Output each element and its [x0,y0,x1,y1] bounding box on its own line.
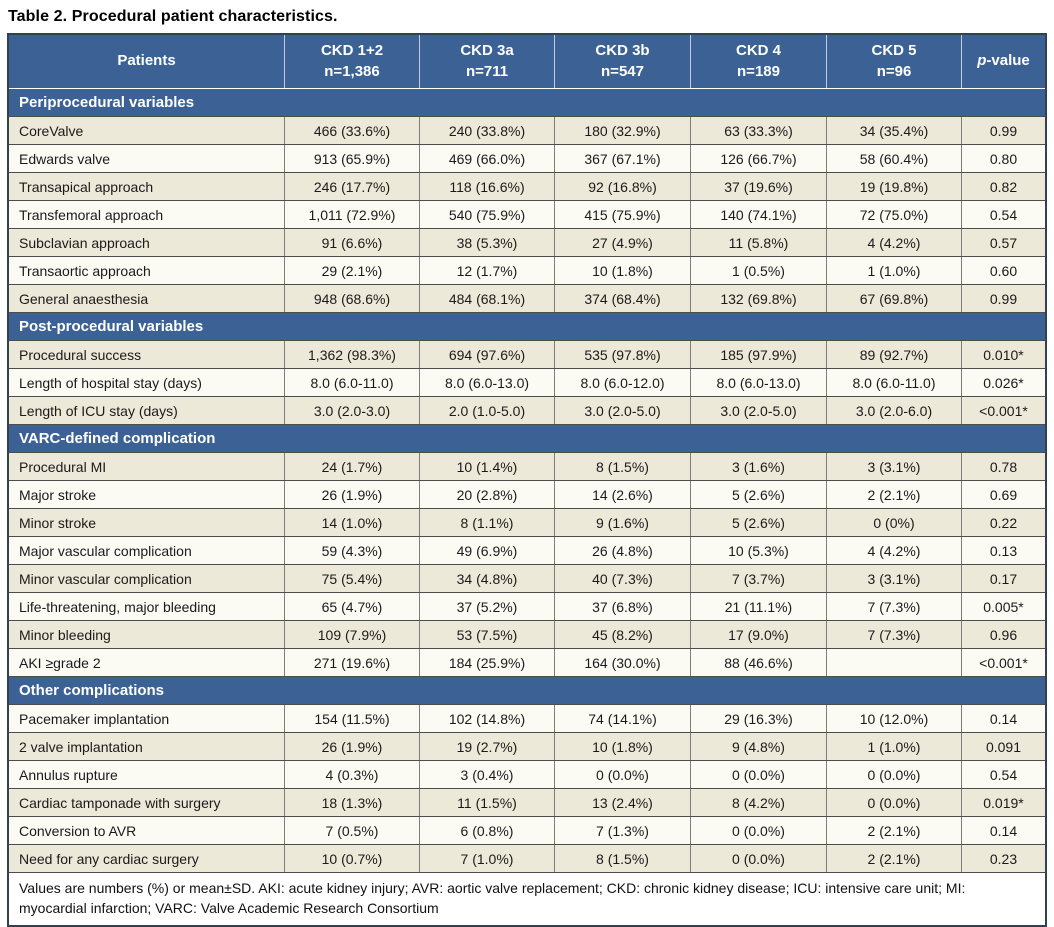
value-cell: 374 (68.4%) [555,285,691,312]
row-label-cell: Subclavian approach [9,229,285,256]
header-cell-ckd-4 [691,35,827,88]
value-cell: 948 (68.6%) [285,285,420,312]
value-cell: 26 (1.9%) [285,733,420,760]
value-cell: 19 (2.7%) [420,733,555,760]
row-label-cell: Minor bleeding [9,621,285,648]
value-cell: 10 (5.3%) [691,537,827,564]
p-value-cell: 0.80 [989,150,1018,167]
p-value-cell: 0.23 [989,850,1018,867]
p-value-cell: 0.010* [983,346,1024,363]
value-cell: 694 (97.6%) [420,341,555,368]
p-value-cell: 0.17 [989,570,1018,587]
row-label-cell: Length of hospital stay (days) [9,369,285,396]
value-cell: 1 (0.5%) [691,257,827,284]
value-cell: 53 (7.5%) [420,621,555,648]
value-cell: 21 (11.1%) [691,593,827,620]
value-cell: 75 (5.4%) [285,565,420,592]
p-value-cell: 0.14 [989,710,1018,727]
value-cell: 89 (92.7%) [827,341,962,368]
value-cell: 26 (1.9%) [285,481,420,508]
value-cell: 67 (69.8%) [827,285,962,312]
value-cell: 38 (5.3%) [420,229,555,256]
row-label-cell: Transfemoral approach [9,201,285,228]
value-cell: 10 (0.7%) [285,845,420,872]
value-cell: 184 (25.9%) [420,649,555,676]
p-value-cell: 0.019* [983,794,1024,811]
table-row-cardiac-tamponade-with-surgery [9,789,1045,817]
table-row-life-threatening-major-bleeding [9,593,1045,621]
value-cell: 5 (2.6%) [691,481,827,508]
value-cell: 18 (1.3%) [285,789,420,816]
table-row-2-valve-implantation [9,733,1045,761]
value-cell: 7 (1.3%) [555,817,691,844]
row-label-cell: Conversion to AVR [9,817,285,844]
header-cell-ckd-3a [420,35,555,88]
section-header-post-procedural-variables: Post-procedural variables [9,313,1045,341]
value-cell: 29 (16.3%) [691,705,827,732]
value-cell: 4 (4.2%) [827,229,962,256]
table-row-conversion-to-avr [9,817,1045,845]
header-label: Patients [117,52,176,70]
table-row-transapical-approach [9,173,1045,201]
value-cell: 14 (1.0%) [285,509,420,536]
row-label-cell: Procedural MI [9,453,285,480]
value-cell: 466 (33.6%) [285,117,420,144]
value-cell: 17 (9.0%) [691,621,827,648]
value-cell: 3.0 (2.0-5.0) [555,397,691,424]
table-row-pacemaker-implantation [9,705,1045,733]
p-value-cell: 0.54 [989,206,1018,223]
value-cell: 20 (2.8%) [420,481,555,508]
row-label-cell: Edwards valve [9,145,285,172]
p-value-cell: 0.82 [989,178,1018,195]
value-cell: 0 (0%) [827,509,962,536]
value-cell: 8.0 (6.0-13.0) [691,369,827,396]
value-cell: 8.0 (6.0-11.0) [827,369,962,396]
value-cell: 154 (11.5%) [285,705,420,732]
value-cell: 2 (2.1%) [827,481,962,508]
table-body [9,89,1045,873]
value-cell: 8 (1.5%) [555,845,691,872]
value-cell [827,649,962,676]
section-header-varc-defined-complication: VARC-defined complication [9,425,1045,453]
header-label: CKD 4 [735,42,781,60]
value-cell: 40 (7.3%) [555,565,691,592]
value-cell: 11 (1.5%) [420,789,555,816]
value-cell: 34 (4.8%) [420,565,555,592]
value-cell: 118 (16.6%) [420,173,555,200]
value-cell: 484 (68.1%) [420,285,555,312]
row-label-cell: Pacemaker implantation [9,705,285,732]
row-label-cell: Major vascular complication [9,537,285,564]
patient-characteristics-table [7,33,1047,927]
value-cell: 540 (75.9%) [420,201,555,228]
value-cell: 29 (2.1%) [285,257,420,284]
value-cell: 3.0 (2.0-3.0) [285,397,420,424]
p-value-cell: 0.13 [989,542,1018,559]
row-label-cell: Minor stroke [9,509,285,536]
value-cell: 7 (3.7%) [691,565,827,592]
table-header-row [9,35,1045,89]
value-cell: 3 (1.6%) [691,453,827,480]
table-row-procedural-success [9,341,1045,369]
value-cell: 3 (3.1%) [827,453,962,480]
table-row-minor-vascular-complication [9,565,1045,593]
header-sublabel: n=189 [737,62,780,80]
row-label-cell: Cardiac tamponade with surgery [9,789,285,816]
p-value-cell: 0.69 [989,486,1018,503]
row-label-cell: Length of ICU stay (days) [9,397,285,424]
table-row-edwards-valve [9,145,1045,173]
value-cell: 7 (0.5%) [285,817,420,844]
table-row-subclavian-approach [9,229,1045,257]
header-label: p-value [977,52,1030,70]
value-cell: 5 (2.6%) [691,509,827,536]
value-cell: 4 (0.3%) [285,761,420,788]
value-cell: 58 (60.4%) [827,145,962,172]
p-value-cell: 0.54 [989,766,1018,783]
value-cell: 7 (7.3%) [827,593,962,620]
row-label-cell: Annulus rupture [9,761,285,788]
header-cell-patients [9,35,285,88]
value-cell: 3 (3.1%) [827,565,962,592]
table-row-aki-grade-2 [9,649,1045,677]
value-cell: 11 (5.8%) [691,229,827,256]
row-label-cell: 2 valve implantation [9,733,285,760]
header-cell-ckd-5 [827,35,962,88]
value-cell: 246 (17.7%) [285,173,420,200]
value-cell: 63 (33.3%) [691,117,827,144]
value-cell: 102 (14.8%) [420,705,555,732]
value-cell: 45 (8.2%) [555,621,691,648]
value-cell: 1 (1.0%) [827,733,962,760]
table-row-transfemoral-approach [9,201,1045,229]
p-value-cell: 0.14 [989,822,1018,839]
value-cell: 0 (0.0%) [827,789,962,816]
header-cell-ckd-1-2 [285,35,420,88]
value-cell: 185 (97.9%) [691,341,827,368]
value-cell: 535 (97.8%) [555,341,691,368]
value-cell: 0 (0.0%) [555,761,691,788]
value-cell: 0 (0.0%) [827,761,962,788]
value-cell: 92 (16.8%) [555,173,691,200]
p-value-cell: <0.001* [979,654,1028,671]
pvalue-italic-p: p [977,52,987,70]
value-cell: 271 (19.6%) [285,649,420,676]
value-cell: 367 (67.1%) [555,145,691,172]
p-value-cell: 0.78 [989,458,1018,475]
table-row-length-of-hospital-stay-days [9,369,1045,397]
p-value-cell: 0.60 [989,262,1018,279]
table-row-transaortic-approach [9,257,1045,285]
row-label-cell: Minor vascular complication [9,565,285,592]
table-footnote: Values are numbers (%) or mean±SD. AKI: acute kidney injury; AVR: aortic valve replacement; CKD: chronic kidney disease; ICU: intensive care unit; MI: myocardial infarction; VARC: Valve Academic Research Consortium [9,873,1045,925]
p-value-cell: 0.57 [989,234,1018,251]
p-value-cell: 0.99 [989,290,1018,307]
row-label-cell: Major stroke [9,481,285,508]
table-row-need-for-any-cardiac-surgery [9,845,1045,873]
value-cell: 8 (1.1%) [420,509,555,536]
table-row-minor-bleeding [9,621,1045,649]
value-cell: 59 (4.3%) [285,537,420,564]
value-cell: 126 (66.7%) [691,145,827,172]
value-cell: 12 (1.7%) [420,257,555,284]
header-label: CKD 1+2 [320,42,384,60]
value-cell: 37 (6.8%) [555,593,691,620]
section-header-periprocedural-variables: Periprocedural variables [9,89,1045,117]
value-cell: 3.0 (2.0-5.0) [691,397,827,424]
value-cell: 10 (1.8%) [555,257,691,284]
value-cell: 37 (5.2%) [420,593,555,620]
value-cell: 415 (75.9%) [555,201,691,228]
row-label-cell: Transapical approach [9,173,285,200]
value-cell: 19 (19.8%) [827,173,962,200]
table-row-minor-stroke [9,509,1045,537]
value-cell: 180 (32.9%) [555,117,691,144]
header-label: CKD 3a [460,42,514,60]
value-cell: 109 (7.9%) [285,621,420,648]
value-cell: 26 (4.8%) [555,537,691,564]
value-cell: 132 (69.8%) [691,285,827,312]
value-cell: 1,362 (98.3%) [285,341,420,368]
table-row-general-anaesthesia [9,285,1045,313]
value-cell: 10 (1.8%) [555,733,691,760]
value-cell: 3.0 (2.0-6.0) [827,397,962,424]
value-cell: 4 (4.2%) [827,537,962,564]
table-title: Table 2. Procedural patient characteristics. [8,8,338,25]
value-cell: 9 (1.6%) [555,509,691,536]
value-cell: 13 (2.4%) [555,789,691,816]
value-cell: 913 (65.9%) [285,145,420,172]
value-cell: 1 (1.0%) [827,257,962,284]
row-label-cell: Need for any cardiac surgery [9,845,285,872]
value-cell: 7 (1.0%) [420,845,555,872]
value-cell: 8 (1.5%) [555,453,691,480]
p-value-cell: 0.99 [989,122,1018,139]
header-sublabel: n=547 [601,62,644,80]
value-cell: 88 (46.6%) [691,649,827,676]
value-cell: 2.0 (1.0-5.0) [420,397,555,424]
table-row-corevalve [9,117,1045,145]
value-cell: 0 (0.0%) [691,761,827,788]
header-label: CKD 3b [595,42,650,60]
table-row-procedural-mi [9,453,1045,481]
value-cell: 9 (4.8%) [691,733,827,760]
value-cell: 27 (4.9%) [555,229,691,256]
value-cell: 8 (4.2%) [691,789,827,816]
header-label: CKD 5 [871,42,917,60]
value-cell: 1,011 (72.9%) [285,201,420,228]
value-cell: 2 (2.1%) [827,817,962,844]
value-cell: 8.0 (6.0-11.0) [285,369,420,396]
value-cell: 0 (0.0%) [691,845,827,872]
p-value-cell: <0.001* [979,402,1028,419]
value-cell: 14 (2.6%) [555,481,691,508]
row-label-cell: Procedural success [9,341,285,368]
header-sublabel: n=1,386 [324,62,380,80]
value-cell: 469 (66.0%) [420,145,555,172]
table-row-major-stroke [9,481,1045,509]
value-cell: 65 (4.7%) [285,593,420,620]
value-cell: 8.0 (6.0-12.0) [555,369,691,396]
value-cell: 34 (35.4%) [827,117,962,144]
value-cell: 0 (0.0%) [691,817,827,844]
value-cell: 240 (33.8%) [420,117,555,144]
header-cell-ckd-3b [555,35,691,88]
value-cell: 10 (1.4%) [420,453,555,480]
p-value-cell: 0.96 [989,626,1018,643]
section-header-other-complications: Other complications [9,677,1045,705]
value-cell: 91 (6.6%) [285,229,420,256]
value-cell: 7 (7.3%) [827,621,962,648]
value-cell: 72 (75.0%) [827,201,962,228]
row-label-cell: CoreValve [9,117,285,144]
header-sublabel: n=96 [876,62,912,80]
value-cell: 2 (2.1%) [827,845,962,872]
p-value-cell: 0.091 [985,738,1022,755]
row-label-cell: Life-threatening, major bleeding [9,593,285,620]
value-cell: 49 (6.9%) [420,537,555,564]
value-cell: 140 (74.1%) [691,201,827,228]
value-cell: 3 (0.4%) [420,761,555,788]
table-row-annulus-rupture [9,761,1045,789]
value-cell: 8.0 (6.0-13.0) [420,369,555,396]
p-value-cell: 0.026* [983,374,1024,391]
value-cell: 24 (1.7%) [285,453,420,480]
header-sublabel: n=711 [465,62,509,80]
row-label-cell: AKI ≥grade 2 [9,649,285,676]
table-row-length-of-icu-stay-days [9,397,1045,425]
table-row-major-vascular-complication [9,537,1045,565]
p-value-cell: 0.005* [983,598,1024,615]
row-label-cell: General anaesthesia [9,285,285,312]
value-cell: 37 (19.6%) [691,173,827,200]
value-cell: 164 (30.0%) [555,649,691,676]
row-label-cell: Transaortic approach [9,257,285,284]
p-value-cell: 0.22 [989,514,1018,531]
value-cell: 6 (0.8%) [420,817,555,844]
value-cell: 10 (12.0%) [827,705,962,732]
value-cell: 74 (14.1%) [555,705,691,732]
header-cell-p-value [962,35,1045,88]
